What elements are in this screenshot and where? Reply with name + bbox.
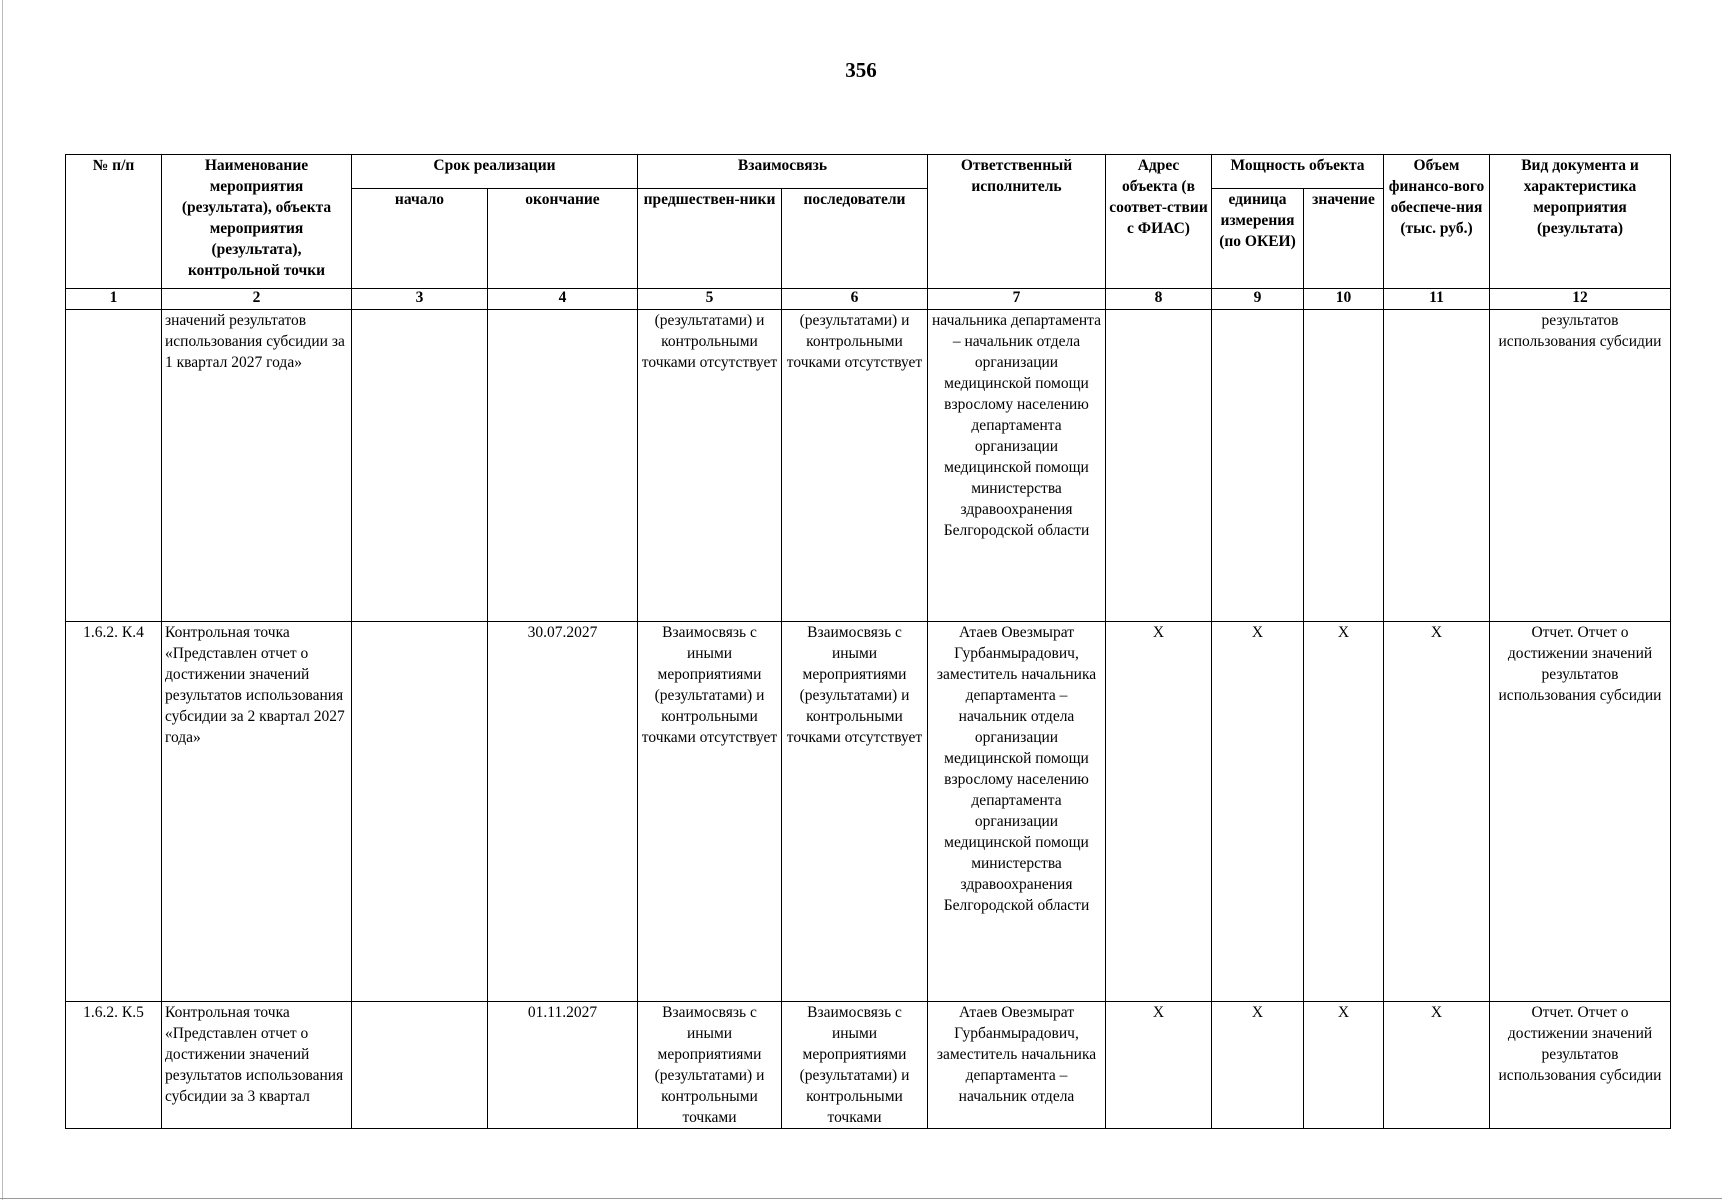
row-start — [352, 622, 488, 1002]
header-capacity-value: значение — [1304, 189, 1384, 289]
row-num — [66, 310, 162, 622]
column-number: 10 — [1304, 289, 1384, 310]
row-financing: Х — [1384, 622, 1490, 1002]
scan-edge-line — [2, 0, 3, 1200]
header-relation: Взаимосвязь — [638, 155, 928, 189]
header-period: Срок реализации — [352, 155, 638, 189]
row-responsible: Атаев Овезмырат Гурбанмырадович, заместитель начальника департамента – начальник отдела организации медицинской помощи взрослому населению департамента организации медицинской помощи министерства здравоохранения Белгородской области — [928, 622, 1106, 1002]
column-number: 3 — [352, 289, 488, 310]
row-end: 01.11.2027 — [488, 1002, 638, 1129]
row-name: значений результатов использования субсидии за 1 квартал 2027 года» — [162, 310, 352, 622]
events-table — [65, 154, 1671, 1129]
header-doc-type: Вид документа и характеристика мероприятия (результата) — [1490, 155, 1671, 289]
column-number: 11 — [1384, 289, 1490, 310]
column-number: 9 — [1212, 289, 1304, 310]
header-financing: Объем финансо-вого обеспече-ния (тыс. руб.) — [1384, 155, 1490, 289]
row-num: 1.6.2. К.4 — [66, 622, 162, 1002]
row-successors: Взаимосвязь с иными мероприятиями (результатами) и контрольными точками отсутствует — [782, 622, 928, 1002]
row-predecessors: Взаимосвязь с иными мероприятиями (результатами) и контрольными точками отсутствует — [638, 622, 782, 1002]
row-num: 1.6.2. К.5 — [66, 1002, 162, 1129]
row-address: Х — [1106, 622, 1212, 1002]
row-name: Контрольная точка «Представлен отчет о достижении значений результатов использования субсидии за 2 квартал 2027 года» — [162, 622, 352, 1002]
row-responsible: Атаев Овезмырат Гурбанмырадович, заместитель начальника департамента – начальник отдела — [928, 1002, 1106, 1129]
header-address: Адрес объекта (в соответ-ствии с ФИАС) — [1106, 155, 1212, 289]
column-number-row — [66, 289, 1671, 310]
column-number: 7 — [928, 289, 1106, 310]
row-financing: Х — [1384, 1002, 1490, 1129]
header-num: № п/п — [66, 155, 162, 289]
row-name: Контрольная точка «Представлен отчет о достижении значений результатов использования субсидии за 3 квартал — [162, 1002, 352, 1129]
row-value — [1304, 310, 1384, 622]
row-unit: Х — [1212, 622, 1304, 1002]
row-doc: результатов использования субсидии — [1490, 310, 1671, 622]
header-responsible: Ответственный исполнитель — [928, 155, 1106, 289]
header-relation-pred: предшествен-ники — [638, 189, 782, 289]
row-doc: Отчет. Отчет о достижении значений результатов использования субсидии — [1490, 1002, 1671, 1129]
header-capacity: Мощность объекта — [1212, 155, 1384, 189]
row-end — [488, 310, 638, 622]
column-number: 4 — [488, 289, 638, 310]
column-number: 12 — [1490, 289, 1671, 310]
table-row — [66, 622, 1671, 1002]
table-row — [66, 310, 1671, 622]
header-capacity-unit: единица измерения (по ОКЕИ) — [1212, 189, 1304, 289]
header-relation-succ: последователи — [782, 189, 928, 289]
row-responsible: начальника департамента – начальник отдела организации медицинской помощи взрослому населению департамента организации медицинской помощи министерства здравоохранения Белгородской области — [928, 310, 1106, 622]
row-successors: Взаимосвязь с иными мероприятиями (результатами) и контрольными точками — [782, 1002, 928, 1129]
table-row — [66, 1002, 1671, 1129]
row-doc: Отчет. Отчет о достижении значений результатов использования субсидии — [1490, 622, 1671, 1002]
row-successors: (результатами) и контрольными точками отсутствует — [782, 310, 928, 622]
header-period-start: начало — [352, 189, 488, 289]
column-number: 2 — [162, 289, 352, 310]
row-value: Х — [1304, 1002, 1384, 1129]
row-start — [352, 1002, 488, 1129]
row-address: Х — [1106, 1002, 1212, 1129]
row-unit: Х — [1212, 1002, 1304, 1129]
row-predecessors: (результатами) и контрольными точками отсутствует — [638, 310, 782, 622]
row-unit — [1212, 310, 1304, 622]
column-number: 1 — [66, 289, 162, 310]
row-predecessors: Взаимосвязь с иными мероприятиями (результатами) и контрольными точками — [638, 1002, 782, 1129]
column-number: 8 — [1106, 289, 1212, 310]
header-row-1 — [66, 155, 1671, 189]
header-name: Наименование мероприятия (результата), объекта мероприятия (результата), контрольной точки — [162, 155, 352, 289]
row-start — [352, 310, 488, 622]
page-number: 356 — [845, 58, 877, 82]
row-financing — [1384, 310, 1490, 622]
row-value: Х — [1304, 622, 1384, 1002]
row-address — [1106, 310, 1212, 622]
column-number: 6 — [782, 289, 928, 310]
scan-bottom-line — [0, 1198, 1722, 1199]
row-end: 30.07.2027 — [488, 622, 638, 1002]
header-period-end: окончание — [488, 189, 638, 289]
column-number: 5 — [638, 289, 782, 310]
